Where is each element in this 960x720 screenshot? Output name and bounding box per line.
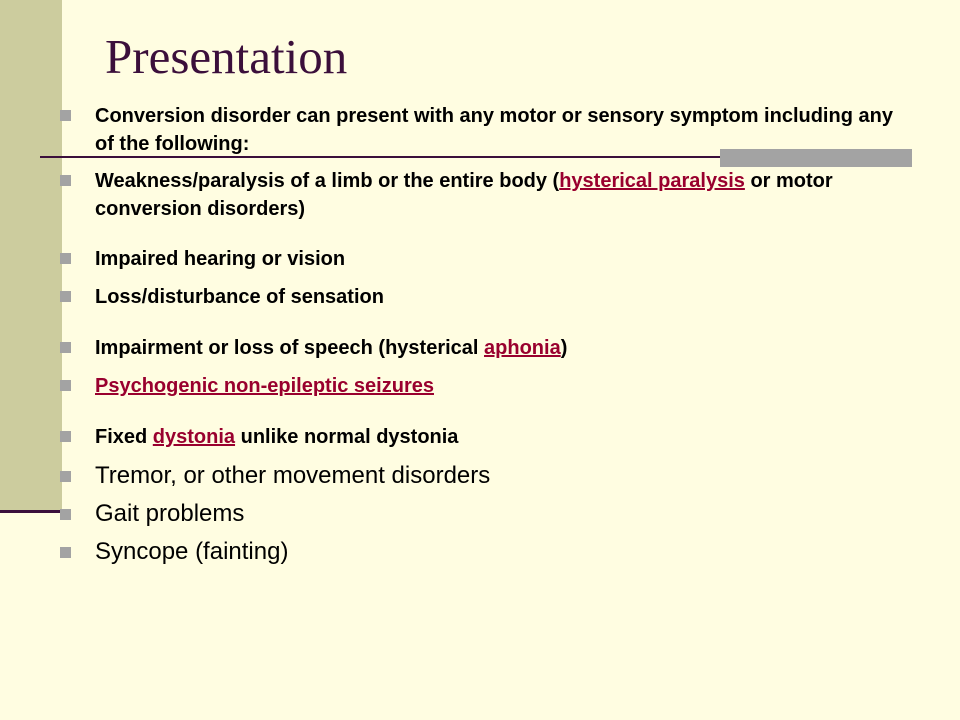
bullet-text-before: Fixed <box>95 426 153 448</box>
psychogenic-seizures-link[interactable]: Psychogenic non-epileptic seizures <box>95 375 434 397</box>
bullet-text <box>95 334 895 362</box>
bullet-square-icon <box>60 509 71 520</box>
bullet-square-icon <box>60 175 71 186</box>
bullet-text: Impaired hearing or vision <box>95 248 346 270</box>
bullet-square-icon <box>60 380 71 391</box>
dystonia-link[interactable]: dystonia <box>152 426 236 448</box>
bullet-text <box>95 372 895 400</box>
bullet-square-icon <box>60 547 71 558</box>
bullet-text-after: unlike normal dystonia <box>235 426 459 448</box>
bullet-text: Syncope (fainting) <box>95 538 289 565</box>
bullet-square-icon <box>60 291 71 302</box>
bullet-text <box>95 167 895 223</box>
slide-title: Presentation <box>105 29 348 84</box>
bullet-square-icon <box>60 342 71 353</box>
bullet-text-after: ) <box>560 337 568 359</box>
bullet-text-before: Weakness/paralysis of a limb or the entire body ( <box>95 170 560 192</box>
bullet-text: Gait problems <box>95 500 245 527</box>
bullet-square-icon <box>60 471 71 482</box>
bullet-square-icon <box>60 110 71 121</box>
bullet-text <box>95 423 895 451</box>
bullet-text-before: Impairment or loss of speech (hysterical <box>95 337 485 359</box>
bullet-text-after: or motor conversion disorders) <box>95 170 833 220</box>
bullet-text: Tremor, or other movement disorders <box>95 462 491 489</box>
bullet-text: Conversion disorder can present with any motor or sensory symptom including any of the following: <box>95 105 893 155</box>
bullet-square-icon <box>60 253 71 264</box>
hysterical-paralysis-link[interactable]: hysterical paralysis <box>559 170 745 192</box>
aphonia-link[interactable]: aphonia <box>484 337 561 359</box>
bullet-square-icon <box>60 431 71 442</box>
bullet-text: Loss/disturbance of sensation <box>95 286 384 308</box>
